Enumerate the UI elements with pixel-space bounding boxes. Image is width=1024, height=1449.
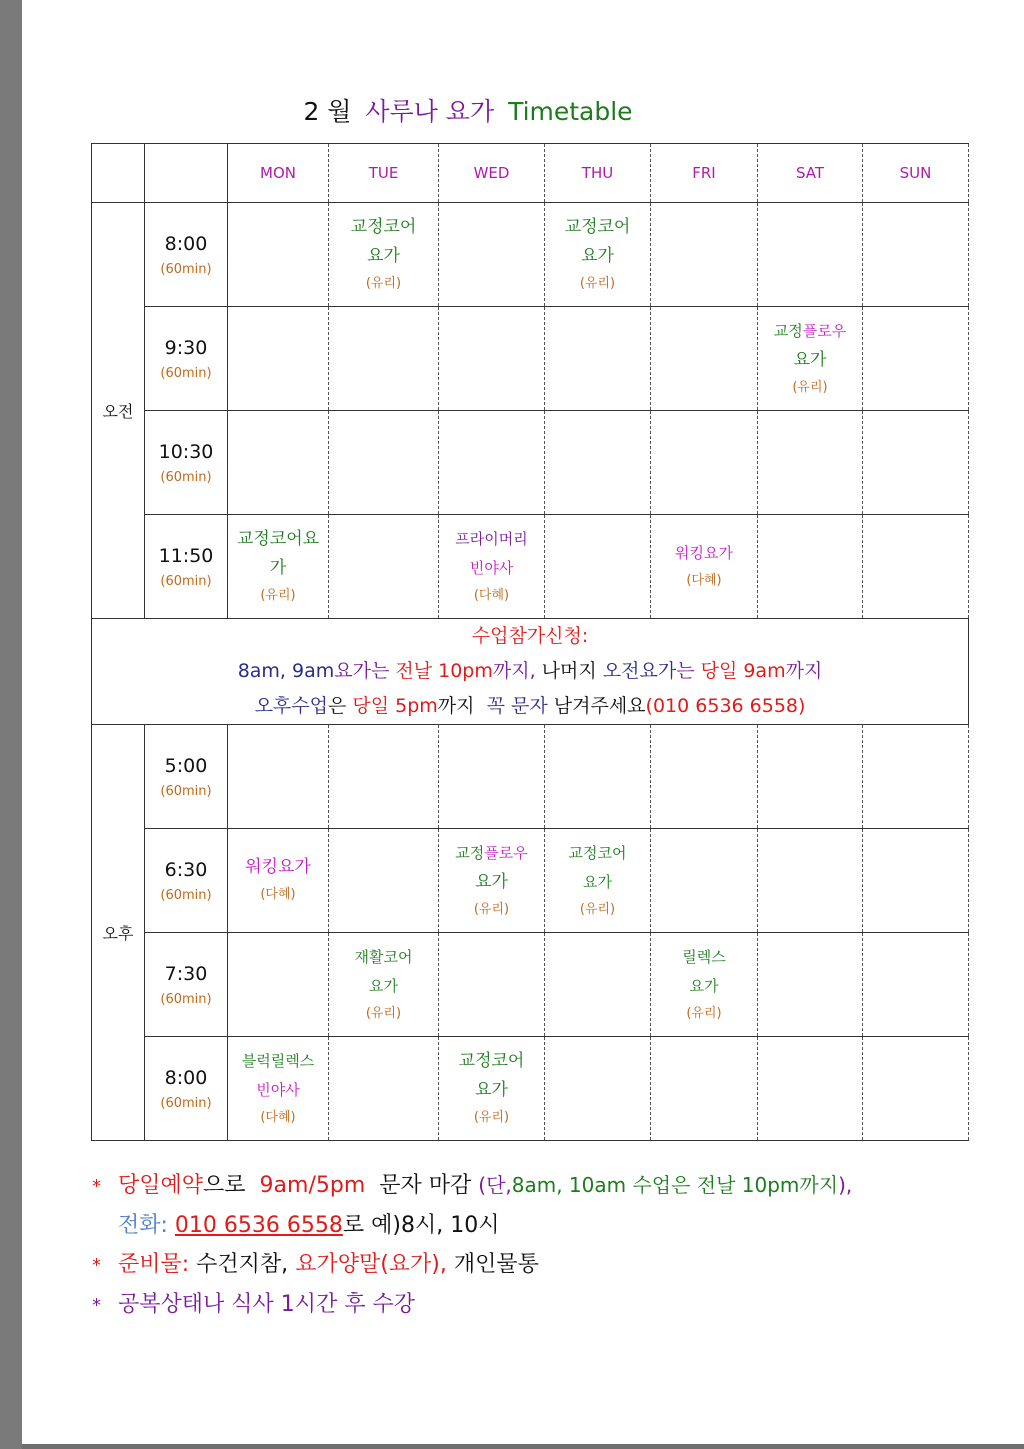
class-name: [439, 839, 544, 868]
notice-heading: 수업참가신청:: [471, 625, 589, 647]
class-cell: [545, 203, 651, 307]
class-cell: [758, 307, 863, 411]
duration-label: (60min): [160, 1095, 212, 1111]
slot-cell: [228, 307, 329, 411]
class-cell: [439, 829, 545, 933]
class-name: 워킹요가: [245, 857, 311, 877]
notice-text: 까지,: [492, 660, 536, 682]
slot-cell: [758, 203, 863, 307]
class-name-2: 요가: [369, 976, 398, 995]
pm-row-3: [92, 933, 969, 1037]
slot-cell: [329, 1037, 439, 1141]
duration-label: (60min): [160, 783, 212, 799]
time-label: 8:00: [164, 1066, 208, 1089]
note-text: 공복상태나 식사 1시간 후 수강: [118, 1292, 415, 1317]
time-cell: [145, 725, 228, 829]
time-cell: [145, 307, 228, 411]
slot-cell: [758, 933, 863, 1037]
slot-cell: [863, 307, 969, 411]
slot-cell: [758, 411, 863, 515]
pm-row-1: [92, 725, 969, 829]
class-name-part: 교정: [455, 843, 485, 862]
notice-text: 까지: [437, 695, 475, 717]
am-row-1: [92, 203, 969, 307]
class-name: 블럭릴렉스: [241, 1051, 315, 1070]
notice-text: 오전요가: [602, 660, 677, 682]
duration-label: (60min): [160, 261, 212, 277]
class-name-2: 요가: [583, 872, 612, 891]
slot-cell: [439, 933, 545, 1037]
slot-cell: [863, 411, 969, 515]
class-name: 교정코어: [350, 216, 417, 237]
slot-cell: [651, 411, 758, 515]
notice-text: 요가는: [334, 660, 390, 682]
duration-label: (60min): [160, 887, 212, 903]
class-name: [758, 317, 862, 346]
instructor: (유리): [473, 901, 510, 917]
class-cell: [228, 1037, 329, 1141]
instructor: (유리): [579, 901, 616, 917]
slot-cell: [651, 307, 758, 411]
class-name-2: 요가: [793, 349, 827, 370]
time-label: 7:30: [164, 962, 208, 985]
slot-cell: [545, 515, 651, 619]
asterisk-icon: *: [92, 1295, 101, 1316]
notes-section: [92, 1166, 852, 1325]
title-month: 2 월: [303, 97, 352, 126]
class-name: 프라이머리: [455, 529, 528, 548]
duration-label: (60min): [160, 469, 212, 485]
class-name-2: 요가: [367, 245, 400, 266]
slot-cell: [863, 515, 969, 619]
class-name-2: 요가: [475, 871, 508, 892]
slot-cell: [545, 411, 651, 515]
slot-cell: [329, 411, 439, 515]
instructor: (유리): [579, 275, 616, 291]
time-cell: [145, 1037, 228, 1141]
asterisk-icon: *: [92, 1176, 101, 1197]
class-cell: [651, 515, 758, 619]
instructor: (유리): [792, 379, 828, 395]
instructor: (다혜): [686, 573, 722, 588]
notice-line-2: [92, 654, 968, 689]
class-cell: [439, 515, 545, 619]
day-sat: SAT: [758, 144, 863, 203]
notice-cell: [92, 619, 969, 725]
class-name: 워킹요가: [675, 544, 733, 562]
note-text: 8am, 10am 수업은 전날 10pm까지: [511, 1173, 839, 1197]
slot-cell: [545, 1037, 651, 1141]
slot-cell: [863, 203, 969, 307]
time-cell: [145, 515, 228, 619]
slot-cell: [228, 933, 329, 1037]
day-mon: MON: [228, 144, 329, 203]
slot-cell: [439, 725, 545, 829]
slot-cell: [863, 933, 969, 1037]
slot-cell: [228, 411, 329, 515]
slot-cell: [329, 307, 439, 411]
day-thu: THU: [545, 144, 651, 203]
time-cell: [145, 411, 228, 515]
class-cell: [651, 933, 758, 1037]
am-period-label: 오전: [92, 203, 145, 619]
corner-cell: [92, 144, 145, 203]
duration-label: (60min): [160, 365, 212, 381]
notice-text: 오후수업: [254, 695, 328, 717]
note-text: 준비물:: [118, 1252, 190, 1277]
day-tue: TUE: [329, 144, 439, 203]
duration-label: (60min): [160, 573, 212, 589]
am-row-4: [92, 515, 969, 619]
note-text: 전화:: [118, 1213, 168, 1238]
slot-cell: [651, 1037, 758, 1141]
class-name: 교정코어: [568, 843, 627, 862]
asterisk-icon: *: [92, 1255, 101, 1276]
class-cell: [439, 1037, 545, 1141]
slot-cell: [758, 1037, 863, 1141]
slot-cell: [329, 515, 439, 619]
slot-cell: [545, 933, 651, 1037]
class-name-2: 요가: [581, 245, 614, 266]
day-header-row: [92, 144, 969, 203]
notice-text: 꼭 문자: [486, 695, 548, 717]
note-text: 개인물통: [453, 1252, 539, 1277]
instructor: (유리): [365, 1005, 402, 1021]
title-studio: 사루나 요가: [365, 97, 495, 126]
am-row-3: [92, 411, 969, 515]
class-cell: [545, 829, 651, 933]
page-title: [22, 92, 1024, 128]
notice-text: 당일 5pm: [352, 695, 438, 717]
class-name: 교정코어: [458, 1050, 525, 1071]
class-name-2: 요가: [689, 976, 719, 995]
class-name-2: 빈야사: [256, 1080, 300, 1099]
notice-text: 까지: [785, 660, 823, 682]
day-wed: WED: [439, 144, 545, 203]
note-text: 으로: [203, 1173, 246, 1198]
class-name: 릴렉스: [682, 947, 726, 966]
am-row-2: [92, 307, 969, 411]
class-name-2: 요가: [475, 1079, 508, 1100]
note-text: 로 예)8시, 10시: [342, 1213, 500, 1238]
time-cell: [145, 829, 228, 933]
slot-cell: [439, 203, 545, 307]
note-2: [92, 1245, 852, 1285]
note-text: 문자 마감: [379, 1173, 472, 1198]
slot-cell: [863, 1037, 969, 1141]
note-1: [92, 1166, 852, 1206]
duration-label: (60min): [160, 991, 212, 1007]
class-name: 교정코어: [564, 216, 631, 237]
corner-cell: [145, 144, 228, 203]
notice-text: 는: [676, 660, 695, 682]
slot-cell: [439, 307, 545, 411]
slot-cell: [758, 515, 863, 619]
slot-cell: [651, 725, 758, 829]
notice-text: 은: [327, 695, 347, 717]
notice-row: [92, 619, 969, 725]
notice-text: 8am, 9am: [237, 660, 335, 682]
time-label: 11:50: [158, 544, 214, 567]
phone-number: 010 6536 6558: [174, 1213, 343, 1238]
page-shadow: [22, 1444, 1024, 1449]
class-name-part: 플로우: [484, 843, 528, 862]
time-label: 6:30: [164, 858, 208, 881]
slot-cell: [228, 725, 329, 829]
instructor: (유리): [365, 275, 402, 291]
slot-cell: [329, 725, 439, 829]
notice-text: 전날 10pm: [395, 660, 493, 682]
class-name-2: 가: [269, 557, 287, 578]
note-text: 당일예약: [118, 1173, 204, 1198]
class-name: 재활코어: [354, 947, 413, 966]
class-cell: [329, 933, 439, 1037]
slot-cell: [329, 829, 439, 933]
day-fri: FRI: [651, 144, 758, 203]
notice-line-3: [92, 689, 968, 724]
note-text: 9am/5pm: [259, 1173, 366, 1198]
time-label: 5:00: [164, 754, 208, 777]
notice-text: 남겨주세요: [553, 695, 646, 717]
instructor: (유리): [473, 1109, 510, 1125]
slot-cell: [863, 829, 969, 933]
class-cell: [329, 203, 439, 307]
class-name: 교정코어요: [236, 528, 320, 549]
note-text: ),: [838, 1173, 853, 1197]
time-label: 8:00: [164, 232, 208, 255]
slot-cell: [228, 203, 329, 307]
class-name-part: 플로우: [802, 321, 847, 340]
timetable: [91, 143, 969, 1141]
note-text: (단,: [478, 1173, 512, 1197]
note-text: 요가양말(요가),: [295, 1252, 447, 1277]
notice-text: (010 6536 6558): [645, 695, 806, 717]
pm-row-4: [92, 1037, 969, 1141]
note-3: [92, 1285, 852, 1325]
title-suffix: Timetable: [508, 97, 633, 126]
notice-text: 당일 9am: [700, 660, 786, 682]
slot-cell: [651, 829, 758, 933]
time-cell: [145, 203, 228, 307]
pm-period-label: 오후: [92, 725, 145, 1141]
note-1b: [92, 1206, 852, 1245]
instructor: (다혜): [473, 587, 510, 603]
class-cell: [228, 829, 329, 933]
slot-cell: [545, 725, 651, 829]
day-sun: SUN: [863, 144, 969, 203]
pm-row-2: [92, 829, 969, 933]
slot-cell: [439, 411, 545, 515]
slot-cell: [545, 307, 651, 411]
instructor: (다혜): [260, 887, 296, 902]
class-name-part: 교정: [773, 321, 803, 340]
slot-cell: [863, 725, 969, 829]
instructor: (유리): [686, 1005, 722, 1021]
instructor: (유리): [260, 587, 296, 603]
slot-cell: [758, 829, 863, 933]
slot-cell: [758, 725, 863, 829]
class-cell: [228, 515, 329, 619]
note-text: 수건지참,: [196, 1252, 289, 1277]
time-cell: [145, 933, 228, 1037]
instructor: (다혜): [260, 1109, 296, 1125]
slot-cell: [651, 203, 758, 307]
time-label: 9:30: [164, 336, 208, 359]
time-label: 10:30: [158, 440, 214, 463]
class-name-2: 빈야사: [469, 558, 514, 577]
notice-text: 나머지: [541, 660, 597, 682]
